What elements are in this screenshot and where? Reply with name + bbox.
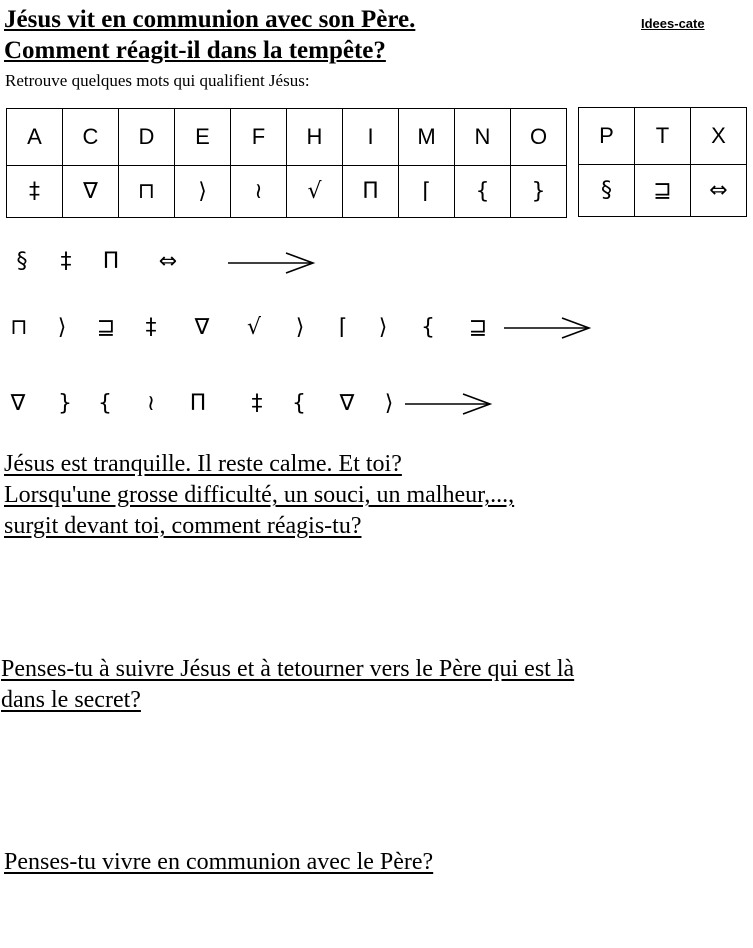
code-symbol: } — [511, 166, 567, 218]
code-letter: X — [691, 108, 747, 165]
title-line-2: Comment réagit-il dans la tempête? — [4, 37, 386, 64]
puzzle-row-1 — [0, 247, 753, 287]
code-symbol: ∇ — [63, 166, 119, 218]
code-symbol: ⊒ — [635, 165, 691, 217]
brand-link[interactable]: Idees-cate — [641, 16, 705, 31]
puzzle-symbol: } — [58, 391, 72, 416]
puzzle-symbol: ∇ — [339, 391, 355, 416]
question-line: dans le secret? — [1, 687, 141, 713]
code-letters-row — [579, 108, 747, 165]
puzzle-row-2 — [0, 313, 753, 353]
puzzle-symbol: ⌈ — [338, 315, 348, 340]
code-letter: H — [287, 109, 343, 166]
code-letter: M — [399, 109, 455, 166]
question-1 — [4, 449, 514, 542]
puzzle-row-3 — [0, 389, 753, 429]
code-symbol: ⟩ — [175, 166, 231, 218]
puzzle-symbol: ⊓ — [10, 315, 28, 340]
question-3 — [4, 847, 433, 878]
code-letter: P — [579, 108, 635, 165]
code-letter: E — [175, 109, 231, 166]
puzzle-symbol: √ — [246, 315, 262, 340]
code-symbol: ⊓ — [119, 166, 175, 218]
puzzle-symbol: ∇ — [194, 315, 210, 340]
question-line: Penses-tu à suivre Jésus et à tetourner vers le Père qui est là — [1, 656, 575, 682]
puzzle-symbol: { — [292, 391, 306, 416]
puzzle-symbol: § — [16, 249, 28, 274]
answer-arrow-icon — [405, 391, 493, 417]
code-letters-row — [7, 109, 567, 166]
code-symbol: Π — [343, 166, 399, 218]
code-letter: T — [635, 108, 691, 165]
code-letter: C — [63, 109, 119, 166]
puzzle-symbol: ≀ — [146, 391, 156, 416]
puzzle-symbol: ⊒ — [96, 315, 116, 340]
code-letter: F — [231, 109, 287, 166]
code-letter: O — [511, 109, 567, 166]
puzzle-symbol: ⟩ — [384, 391, 394, 416]
puzzle-symbol: Π — [102, 249, 120, 274]
puzzle-symbol: ⟩ — [378, 315, 388, 340]
answer-arrow-icon — [228, 250, 316, 276]
code-symbol: { — [455, 166, 511, 218]
puzzle-symbol: ‡ — [60, 249, 72, 274]
code-letter: A — [7, 109, 63, 166]
code-symbol: ⌈ — [399, 166, 455, 218]
question-line: Lorsqu'une grosse difficulté, un souci, un malheur,..., — [4, 482, 515, 508]
code-symbol: ≀ — [231, 166, 287, 218]
question-line: Jésus est tranquille. Il reste calme. Et toi? — [4, 451, 402, 477]
question-line: surgit devant toi, comment réagis-tu? — [4, 513, 362, 539]
code-symbol: ⇔ — [691, 165, 747, 217]
code-letter: N — [455, 109, 511, 166]
puzzle-symbol: { — [98, 391, 112, 416]
code-letter: I — [343, 109, 399, 166]
code-symbol: § — [579, 165, 635, 217]
puzzle-symbol: Π — [189, 391, 207, 416]
code-symbol: √ — [287, 166, 343, 218]
code-symbols-row — [579, 165, 747, 217]
question-line: Penses-tu vivre en communion avec le Père? — [4, 849, 434, 875]
page-title — [4, 4, 415, 66]
code-symbol: ‡ — [7, 166, 63, 218]
code-table-2 — [578, 107, 747, 217]
puzzle-symbol: ⇔ — [158, 249, 178, 274]
puzzle-symbol: ‡ — [145, 315, 157, 340]
instruction-text: Retrouve quelques mots qui qualifient Jésus: — [5, 71, 310, 90]
puzzle-symbol: ⟩ — [57, 315, 67, 340]
puzzle-symbol: ⊒ — [468, 315, 488, 340]
puzzle-symbol: { — [421, 315, 435, 340]
code-table-1 — [6, 108, 567, 218]
puzzle-symbol: ‡ — [251, 391, 263, 416]
puzzle-symbol: ⟩ — [295, 315, 305, 340]
title-line-1: Jésus vit en communion avec son Père. — [4, 6, 416, 33]
code-symbols-row — [7, 166, 567, 218]
question-2 — [1, 654, 574, 716]
puzzle-symbol: ∇ — [10, 391, 26, 416]
answer-arrow-icon — [504, 315, 592, 341]
code-letter: D — [119, 109, 175, 166]
